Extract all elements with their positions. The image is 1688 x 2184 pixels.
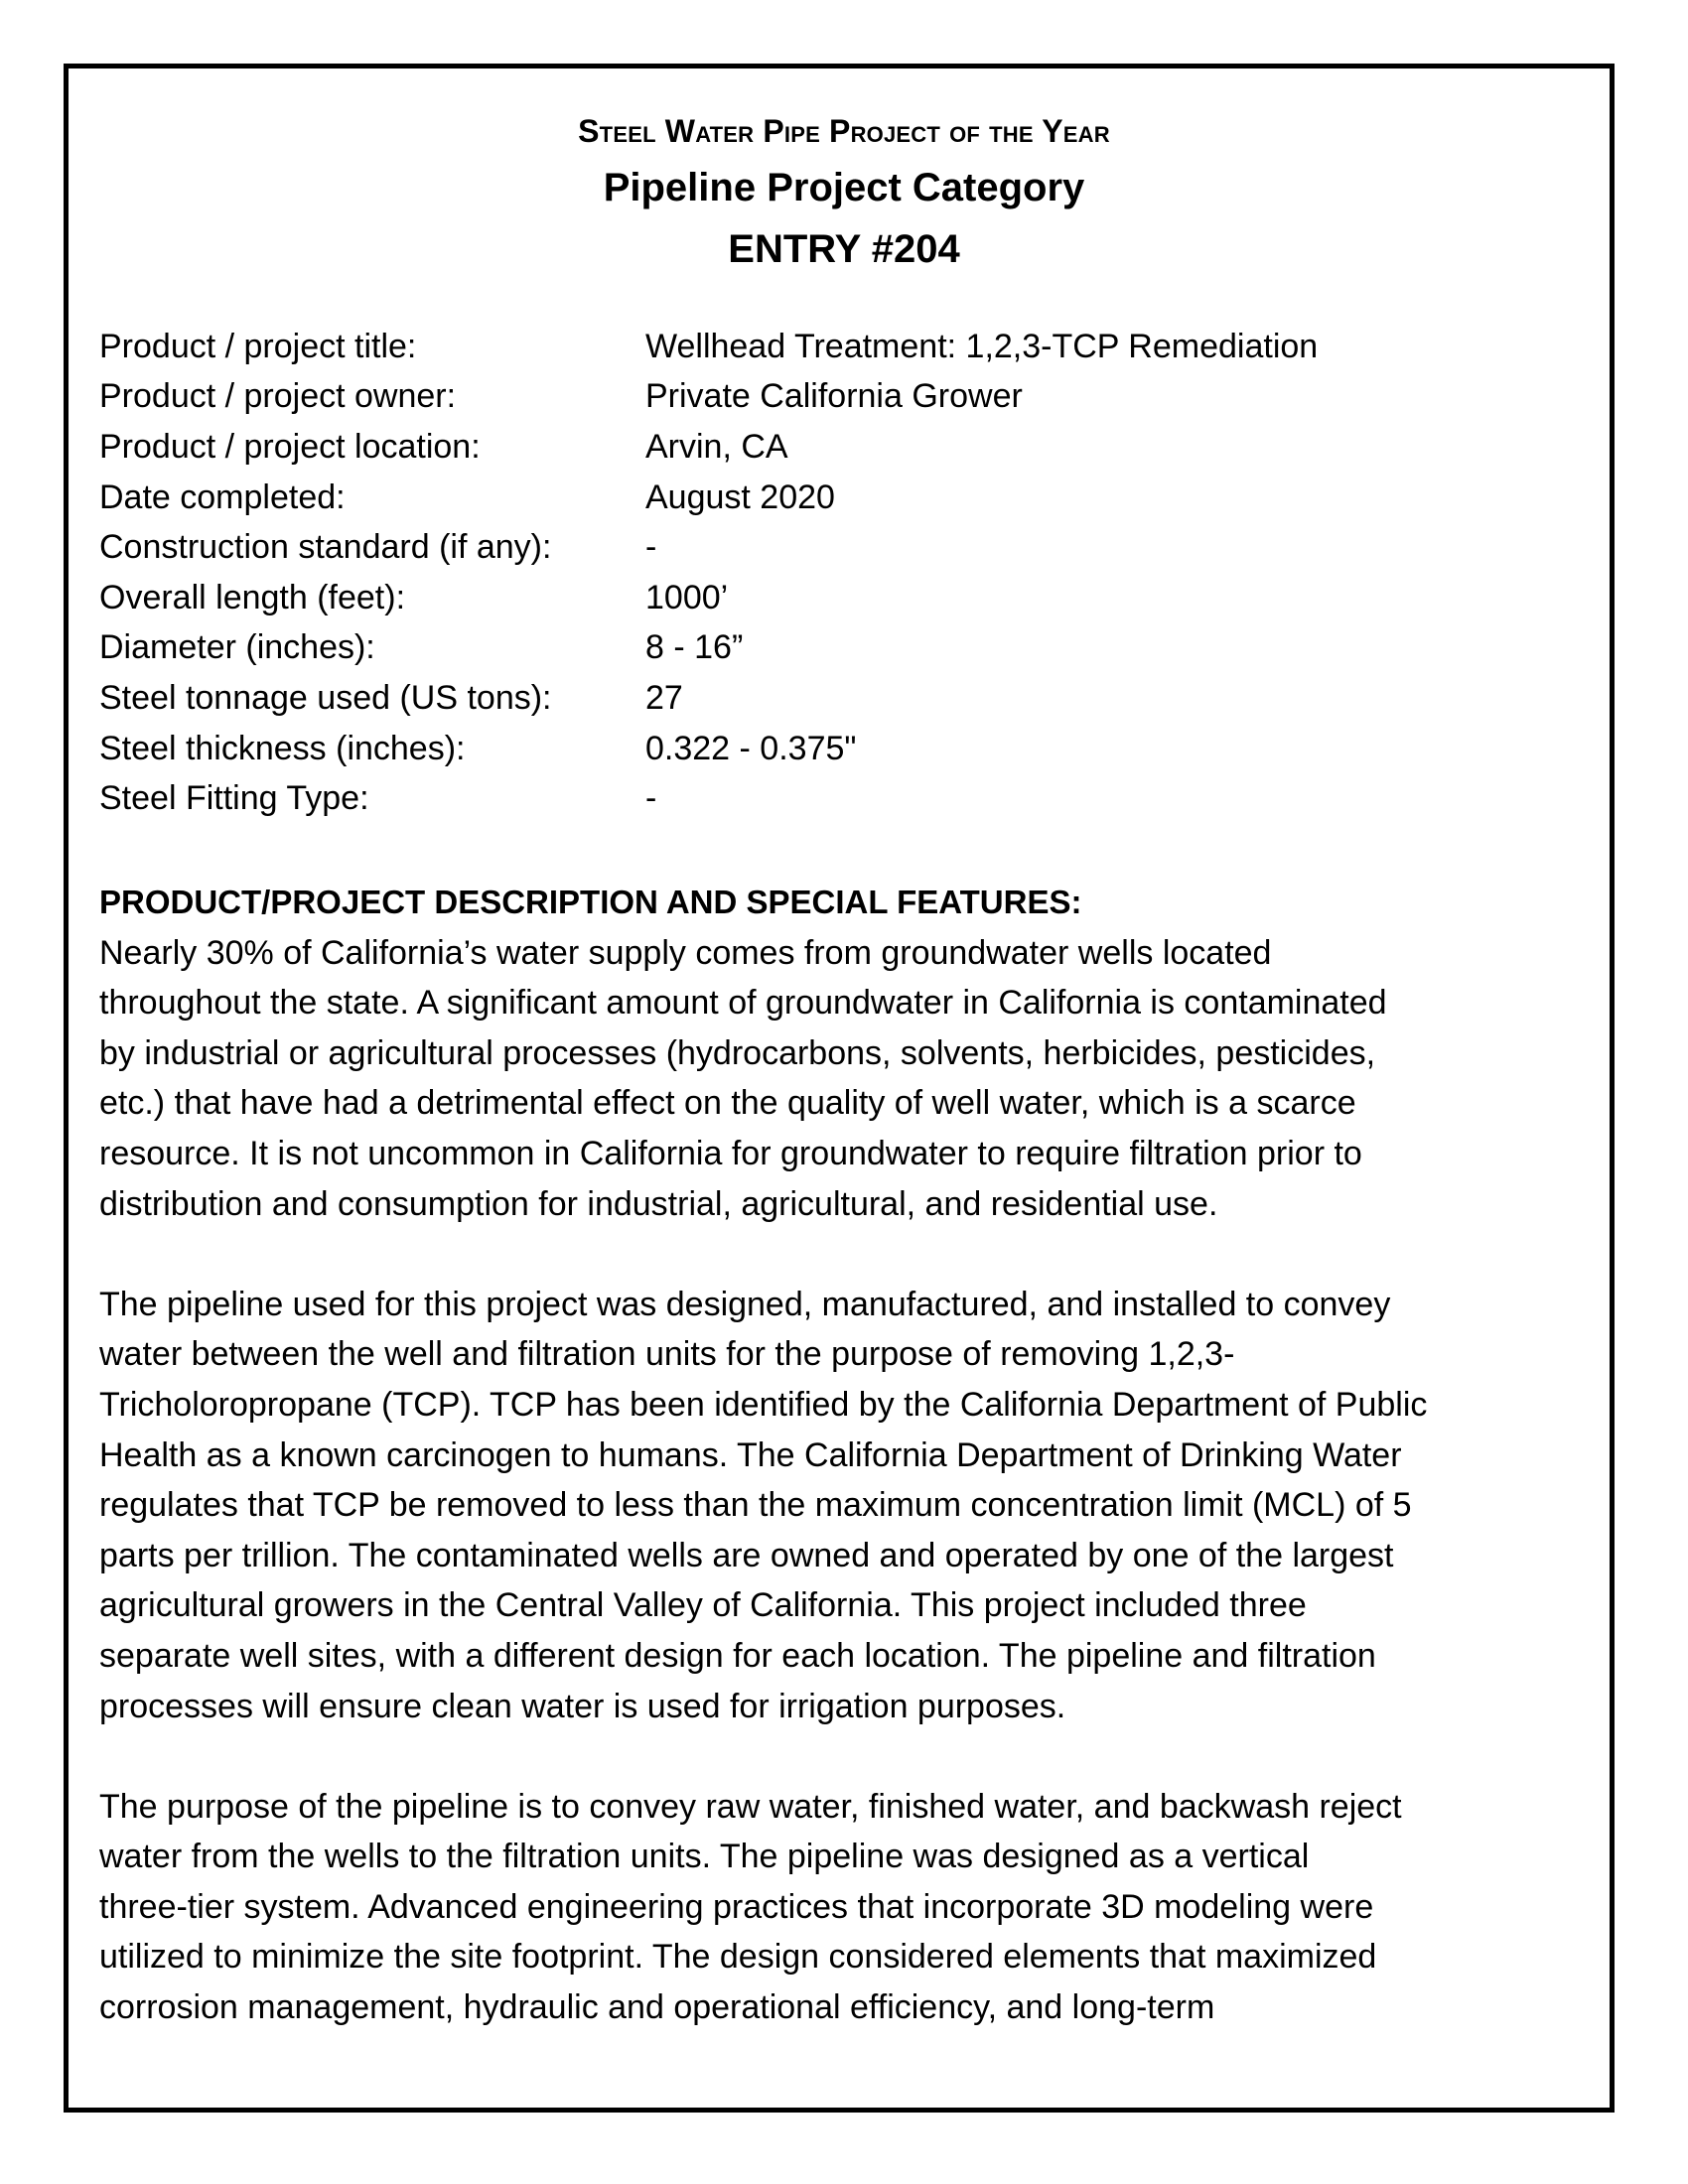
field-label: Steel tonnage used (US tons): xyxy=(99,678,552,717)
description-heading: PRODUCT/PROJECT DESCRIPTION AND SPECIAL FEATURES: xyxy=(99,884,1082,920)
field-value: Private California Grower xyxy=(645,377,1023,416)
field-row xyxy=(99,623,1318,674)
field-row xyxy=(99,573,1318,623)
field-value: - xyxy=(645,528,657,567)
field-value: 1000’ xyxy=(645,578,729,616)
field-label: Steel thickness (inches): xyxy=(99,729,466,767)
entry-number: ENTRY #204 xyxy=(728,227,960,271)
field-row xyxy=(99,673,1318,724)
field-value: Wellhead Treatment: 1,2,3-TCP Remediation xyxy=(645,327,1319,365)
description-paragraph: The pipeline used for this project was designed, manufactured, and installed to convey water between the well and filtration units for the purpose of removing 1,2,3- Tricholoropropane (TCP). TCP has been identified by the California Department of Public Health as a known carcinogen to humans. The California Department of Drinking Water regulates that TCP be removed to less than the maximum concentration limit (MCL) of 5 parts per trillion. The contaminated wells are owned and operated by one of the largest agricultural growers in the Central Valley of California. This project included three separate well sites, with a different design for each location. The pipeline and filtration processes will ensure clean water is used for irrigation purposes. xyxy=(99,1285,1428,1725)
award-title: Steel Water Pipe Project of the Year xyxy=(578,113,1110,149)
field-row xyxy=(99,372,1318,423)
field-label: Construction standard (if any): xyxy=(99,528,552,567)
field-row xyxy=(99,522,1318,573)
field-label: Overall length (feet): xyxy=(99,578,406,616)
field-label: Product / project title: xyxy=(99,327,417,365)
field-value: 0.322 - 0.375" xyxy=(645,729,857,767)
project-fields xyxy=(99,322,1318,824)
description-paragraph: Nearly 30% of California’s water supply comes from groundwater wells located throughout the state. A significant amount of groundwater in California is contaminated by industrial or agricultural processes (hydrocarbons, solvents, herbicides, pesticides, etc.) that have had a detrimental effect on the quality of well water, which is a scarce resource. It is not uncommon in California for groundwater to require filtration prior to distribution and consumption for industrial, agricultural, and residential use. xyxy=(99,933,1387,1223)
field-row xyxy=(99,322,1318,372)
field-label: Steel Fitting Type: xyxy=(99,779,369,818)
document-header xyxy=(0,105,1688,280)
field-row xyxy=(99,473,1318,523)
description-paragraph: The purpose of the pipeline is to convey raw water, finished water, and backwash reject water from the wells to the filtration units. The pipeline was designed as a vertical three-tier system. Advanced engineering practices that incorporate 3D modeling were utilized to minimize the site footprint. The design considered elements that maximized corrosion management, hydraulic and operational efficiency, and long-term xyxy=(99,1787,1402,2027)
field-value: 8 - 16” xyxy=(645,628,744,667)
field-label: Diameter (inches): xyxy=(99,628,375,667)
field-label: Date completed: xyxy=(99,478,346,516)
field-value: August 2020 xyxy=(645,478,835,516)
category-title: Pipeline Project Category xyxy=(603,166,1085,209)
field-value: 27 xyxy=(645,678,683,717)
field-value: Arvin, CA xyxy=(645,427,788,466)
field-row xyxy=(99,773,1318,824)
field-row xyxy=(99,422,1318,473)
field-row xyxy=(99,724,1318,774)
field-label: Product / project owner: xyxy=(99,377,457,416)
field-value: - xyxy=(645,779,657,818)
description-section xyxy=(99,878,1599,2033)
field-label: Product / project location: xyxy=(99,427,481,466)
